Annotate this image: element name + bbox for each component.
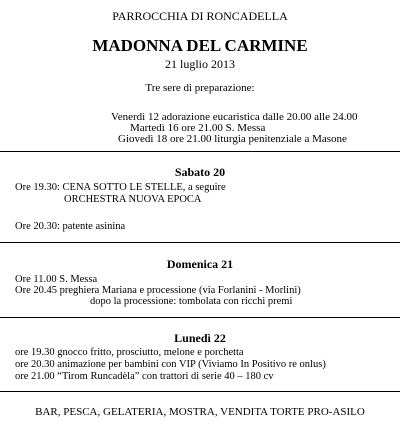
saturday-orchestra: ORCHESTRA NUOVA EPOCA (64, 194, 202, 205)
saturday-patente: Ore 20.30: patente asinina (15, 221, 126, 232)
divider (0, 151, 400, 152)
preparation-line: Martedì 16 ore 21.00 S. Messa (130, 122, 266, 134)
event-date: 21 luglio 2013 (164, 57, 235, 71)
sunday-procession: Ore 20.45 preghiera Mariana e processione (via Forlanini - Morlini) (15, 285, 301, 296)
preparation-line: Venerdì 12 adorazione eucaristica dalle 20.00 alle 24.00 (111, 111, 358, 123)
monday-heading: Lunedì 22 (174, 331, 226, 345)
sunday-heading: Domenica 21 (166, 257, 234, 271)
saturday-heading: Sabato 20 (174, 165, 226, 179)
divider (0, 317, 400, 318)
divider (0, 391, 400, 392)
monday-kids: ore 20.30 animazione per bambini con VIP (Viviamo In Positivo re onlus) (15, 359, 326, 370)
sunday-mass: Ore 11.00 S. Messa (15, 274, 98, 285)
divider (0, 242, 400, 243)
sunday-tombola: dopo la processione: tombolata con ricchi premi (90, 296, 293, 307)
preparation-line: Giovedì 18 ore 21.00 liturgia penitenziale a Masone (118, 133, 347, 145)
monday-dinner: ore 19.30 gnocco fritto, prosciutto, melone e porchetta (15, 347, 244, 358)
event-title: MADONNA DEL CARMINE (92, 36, 308, 55)
preparation-intro: Tre sere di preparazione: (145, 82, 255, 94)
saturday-dinner: Ore 19.30: CENA SOTTO LE STELLE, a seguire (15, 182, 226, 193)
parish-name: PARROCCHIA DI RONCADELLA (112, 9, 288, 23)
monday-tractors: ore 21.00 “Tirom Runcadèla” con trattori di serie 40 – 180 cv (15, 371, 274, 382)
footer-attractions: BAR, PESCA, GELATERIA, MOSTRA, VENDITA TORTE PRO-ASILO (35, 406, 365, 418)
